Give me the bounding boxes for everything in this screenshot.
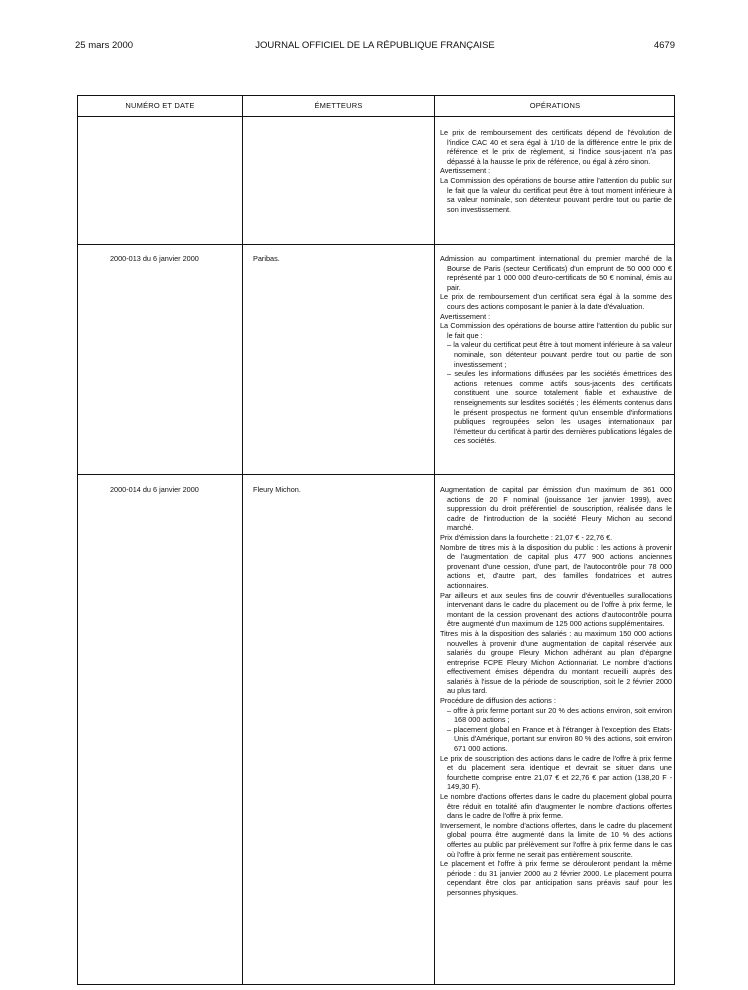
row-emetteur: Paribas.	[253, 254, 280, 263]
operation-paragraph: Le prix de remboursement d'un certificat sera égal à la somme des cours des actions composant le panier à la date d'évaluation.	[440, 292, 672, 311]
operation-list-item: – placement global en France et à l'étranger à l'exception des Etats-Unis d'Amérique, portant sur environ 80 % des actions, soit environ 671 000 actions.	[447, 724, 672, 754]
operation-paragraph: Augmentation de capital par émission d'un maximum de 361 000 actions de 20 F nominal (jouissance 1er janvier 1999), avec suppression du droit préférentiel de souscription, réalisée dans le cadre de l'introduction de la société Fleury Michon au second marché.	[440, 485, 672, 533]
operation-paragraph: Le prix de souscription des actions dans le cadre de l'offre à prix ferme et du placement sera identique et devrait se situer dans une fourchette comprise entre 21,07 € et 22,76 € par action (138,20 F - 149,30 F).	[440, 753, 672, 792]
row-numero: 2000-013 du 6 janvier 2000	[110, 254, 199, 263]
operation-paragraph: La Commission des opérations de bourse attire l'attention du public sur le fait que la valeur du certificat peut être à tout moment inférieure à sa valeur nominale, son détenteur pouvant perdre tout ou partie de son investissement.	[440, 175, 672, 214]
row-operations	[440, 254, 672, 446]
operation-paragraph: Prix d'émission dans la fourchette : 21,07 € - 22,76 €.	[440, 532, 613, 542]
header-date: 25 mars 2000	[75, 40, 134, 51]
row-numero: 2000-014 du 6 janvier 2000	[110, 485, 199, 494]
row-emetteur: Fleury Michon.	[253, 485, 301, 494]
operation-list-item: – la valeur du certificat peut être à tout moment inférieure à sa valeur nominale, son détenteur pouvant perdre tout ou partie de son investissement ;	[447, 340, 672, 369]
operation-paragraph: Inversement, le nombre d'actions offertes, dans le cadre du placement global pourra être augmenté dans la limite de 10 % des actions offertes au public par prélèvement sur l'offre à prix ferme dans le cas où l'offre à prix ferme ne serait pas entièrement souscrite.	[440, 820, 672, 859]
operation-paragraph: Nombre de titres mis à la disposition du public : les actions à provenir de l'augmentation de capital plus 477 900 actions anciennes provenant d'une cession, d'une part, de l'autocontrôle pour 78 000 actions et, d'autre part, des familles fondatrices et autres actionnaires.	[440, 542, 672, 590]
operation-list-item: – offre à prix ferme portant sur 20 % des actions environ, soit environ 168 000 actions ;	[447, 705, 672, 725]
operation-paragraph: Avertissement :	[440, 166, 491, 176]
row-divider	[78, 244, 674, 245]
column-divider	[434, 96, 435, 984]
row-operations	[440, 485, 672, 898]
row-operations	[440, 128, 672, 214]
operations-table	[77, 95, 675, 985]
row-divider	[78, 474, 674, 475]
column-header-numero: NUMÉRO ET DATE	[125, 101, 195, 110]
operation-paragraph: Le prix de remboursement des certificats dépend de l'évolution de l'indice CAC 40 et sera égal à 1/10 de la différence entre le prix de référence et le prix de règlement, si l'indice sous-jacent n'a pas dépassé à la hausse le prix de référence, ou égal à zéro sinon.	[440, 128, 672, 166]
header-divider	[78, 116, 674, 117]
column-header-emetteurs: ÉMETTEURS	[314, 101, 363, 110]
page-header	[75, 40, 675, 54]
operation-paragraph: Par ailleurs et aux seules fins de couvrir d'éventuelles surallocations intervenant dans le cadre du placement ou de l'offre à prix ferme, le montant de la cession provenant des actions d'autocontrôle pourra être augmenté d'un maximum de 125 000 actions supplémentaires.	[440, 590, 672, 629]
operation-paragraph: Avertissement :	[440, 311, 491, 321]
column-header-operations: OPÉRATIONS	[529, 101, 581, 110]
operation-list-item: – seules les informations diffusées par les sociétés émettrices des actions retenues comme actifs sous-jacents des certificats constituent une source totalement fiable et exhaustive de renseignements sur lesdites sociétés ; les éléments contenus dans le présent prospectus ne forment qu'un ensemble d'informations publiques regroupées selon les usages internationaux par l'émetteur du certificat à partir des dernières publications légales de ces sociétés.	[447, 369, 672, 446]
page-number: 4679	[653, 40, 675, 51]
operation-paragraph: Le placement et l'offre à prix ferme se dérouleront pendant la même période : du 31 janvier 2000 au 2 février 2000. Le placement pourra cependant être clos par anticipation sans préavis sauf pour les personnes physiques.	[440, 859, 672, 897]
operation-paragraph: Titres mis à la disposition des salariés : au maximum 150 000 actions nouvelles à provenir d'une augmentation de capital réservée aux salariés du groupe Fleury Michon adhérant au plan d'épargne entreprise FCPE Fleury Michon Actionnariat. Le nombre d'actions effectivement émises dépendra du montant recueilli auprès des salariés à l'issue de la période de souscription, soit le 2 février 2000 au plus tard.	[440, 628, 672, 696]
journal-title: JOURNAL OFFICIEL DE LA RÉPUBLIQUE FRANÇAISE	[255, 40, 495, 51]
operation-paragraph: La Commission des opérations de bourse attire l'attention du public sur le fait que :	[440, 321, 672, 340]
operation-paragraph: Procédure de diffusion des actions :	[440, 696, 556, 706]
operation-paragraph: Le nombre d'actions offertes dans le cadre du placement global pourra être réduit en totalité afin d'augmenter le nombre d'actions offertes dans le cadre de l'offre à prix ferme.	[440, 792, 672, 821]
column-divider	[242, 96, 243, 984]
operation-paragraph: Admission au compartiment international du premier marché de la Bourse de Paris (secteur Certificats) d'un emprunt de 50 000 000 € représenté par 1 000 000 d'euro-certificats de 50 € nominal, émis au pair.	[440, 254, 672, 292]
